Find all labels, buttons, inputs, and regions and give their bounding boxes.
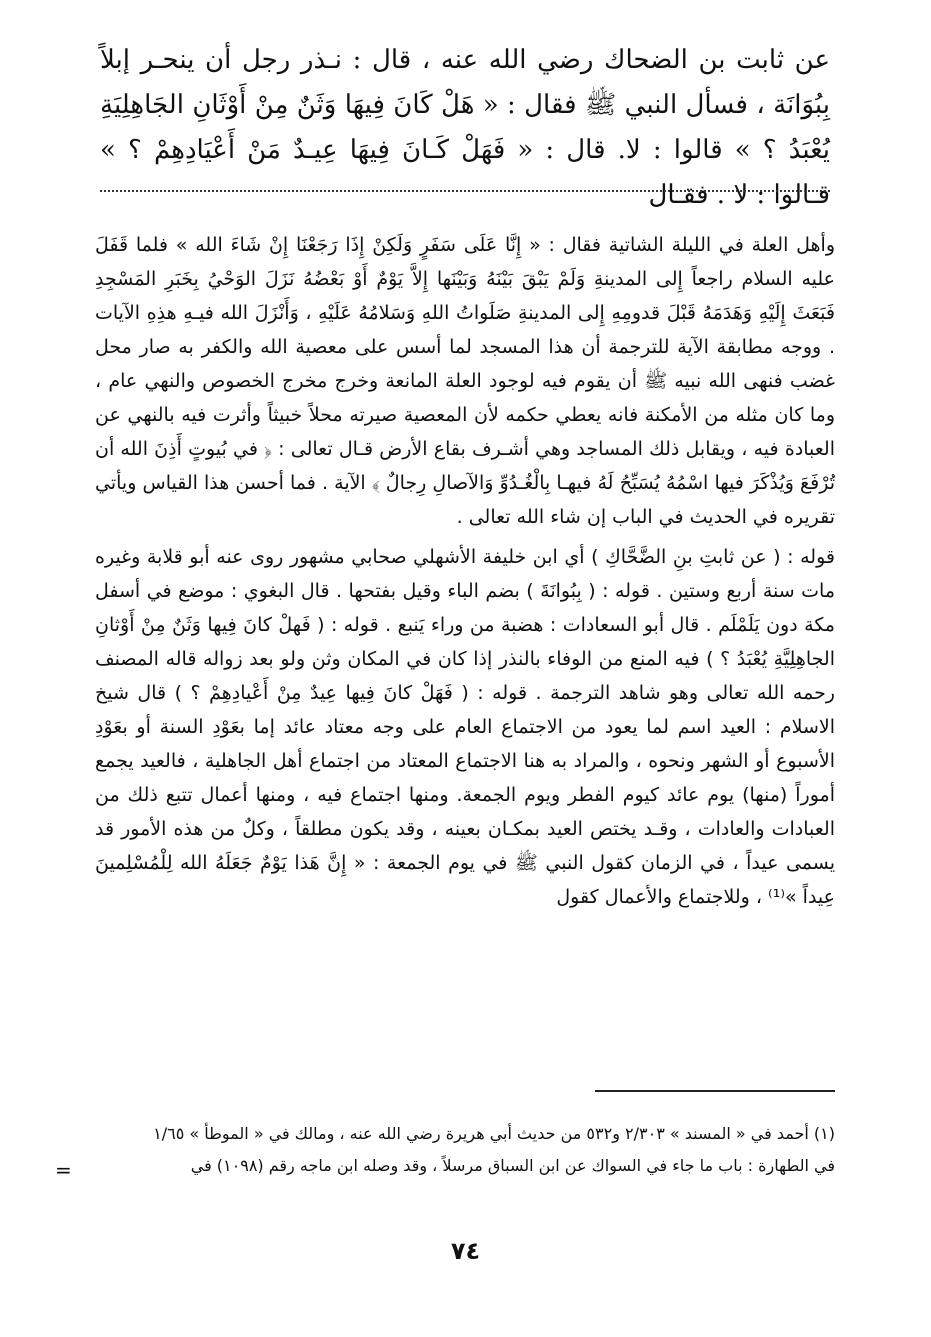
- commentary-paragraph-1: وأهل العلة في الليلة الشاتية فقال : « إِنَّا عَلَى سَفَرٍ وَلَكِنْ إِذَا رَجَعْنَا إِنْ شَاءَ الله » فلما قَفَلَ عليه السلام راجعاً إِلى المدينةِ وَلَمْ يَبْقَ بَيْنَهُ وَبَيْنَها إِلاَّ يَوْمٌ أَوْ بَعْضُهُ نَزَلَ الوَحْيُ بِخَبَرِ المَسْجِدِ فَبَعَثَ إِلَيْهِ وَهَدَمَهُ قَبْلَ قدومِهِ إِلى المدينةِ صَلَواتُ اللهِ وَسَلامُهُ عَلَيْهِ ، وَأَنْزَلَ الله فيـهِ هذِهِ الآيات . ووجه مطابقة الآية للترجمة أن هذا المسجد لما أسس على معصية الله والكفر به صار محل غضب فنهى الله نبيه ﷺ أن يقوم فيه لوجود العلة المانعة وخرج مخرج الخصوص والنهي عام ، وما كان مثله من الأمكنة فانه يعطي حكمه لأن المعصية صيرته محلاً خبيثاً وأثرت فيه بالنهي عن العبادة فيه ، ويقابل ذلك المساجد وهي أشـرف بقاع الأرض قـال تعالى : ﴿ في بُيوتٍ أَذِنَ الله أن تُرْفَعَ وَيُذْكَرَ فيها اسْمُهُ يُسَبِّحُ لَهُ فيهـا بِالْغُـدُوِّ وَالآصالِ رِجالٌ ﴾ الآية . فما أحسن هذا القياس ويأتي تقريره في الحديث في الباب إن شاء الله تعالى .: [95, 234, 835, 528]
- footnote-line-2: في الطهارة : باب ما جاء في السواك عن ابن السباق مرسلاً ، وقد وصله ابن ماجه رقم (١٠٩٨) في: [190, 1156, 835, 1175]
- continuation-mark: =: [55, 1158, 72, 1182]
- commentary-block: [95, 228, 835, 914]
- hadith-paragraph: عن ثابت بن الضحاك رضي الله عنه ، قال : نـذر رجل أن ينحـر إبلاً بِبُوَانَة ، فسأل النبي ﷺ فقال : « هَلْ كَانَ فِيهَا وَثَنٌ مِنْ أَوْثَانِ الجَاهِلِيَةِ يُعْبَدُ ؟ » قالوا : لا. قال : « فَهَلْ كَـانَ فِيهَا عِيـدٌ مَنْ أَعْيَادِهِمْ ؟ » قـالوا : لا . فقـال: [100, 45, 830, 210]
- footnotes-block: [100, 1118, 835, 1182]
- dotted-separator: [100, 190, 830, 192]
- footnote-line-1: (١) أحمد في « المسند » ٢/٣٠٣ و٥٣٢ من حديث أبي هريرة رضي الله عنه ، ومالك في « الموطأ » ١/٦٥: [153, 1124, 835, 1143]
- footnote-rule: [595, 1090, 835, 1092]
- page-number: ٧٤: [450, 1237, 481, 1265]
- commentary-paragraph-2: قوله : ( عن ثابتِ بنِ الضَّحَّاكِ ) أي ابن خليفة الأشهلي صحابي مشهور روى عنه أبو قلابة وغيره مات سنة أربع وستين . قوله : ( بِبُوانَةَ ) بضم الباء وقيل بفتحها . قال البغوي : موضع في أسفل مكة دون يَلَمْلَم . قال أبو السعادات : هضبة من وراء يَنبع . قوله : ( فَهلْ كانَ فِيها وَثَنٌ مِنْ أَوْثانِ الجاهِلِيَّةِ يُعْبَدُ ؟ ) فيه المنع من الوفاء بالنذر إذا كان في المكان وثن ولو بعد زواله قاله المصنف رحمه الله تعالى وهو شاهد الترجمة . قوله : ( فَهَلْ كانَ فِيها عِيدٌ مِنْ أَعْيادِهِمْ ؟ ) قال شيخ الاسلام : العيد اسم لما يعود من الاجتماع العام على وجه معتاد عائد إما بعَوْدِ السنة أو بعَوْدِ الأسبوع أو الشهر ونحوه ، والمراد به هنا الاجتماع المعتاد من اجتماع أهل الجاهلية ، فالعيد يجمع أموراً (منها) يوم عائد كيوم الفطر ويوم الجمعة. ومنها اجتماع فيه ، ومنها أعمال تتبع ذلك من العبادات والعادات ، وقـد يختص العيد بمكـان بعينه ، وقد يكون مطلقاً ، وكلٌ من هذه الأمور قد يسمى عيداً ، في الزمان كقول النبي ﷺ في يوم الجمعة : « إِنَّ هَذا يَوْمٌ جَعَلَهُ الله لِلْمُسْلِمينَ عِيداً »⁽¹⁾ ، وللاجتماع والأعمال كقول: [95, 546, 835, 908]
